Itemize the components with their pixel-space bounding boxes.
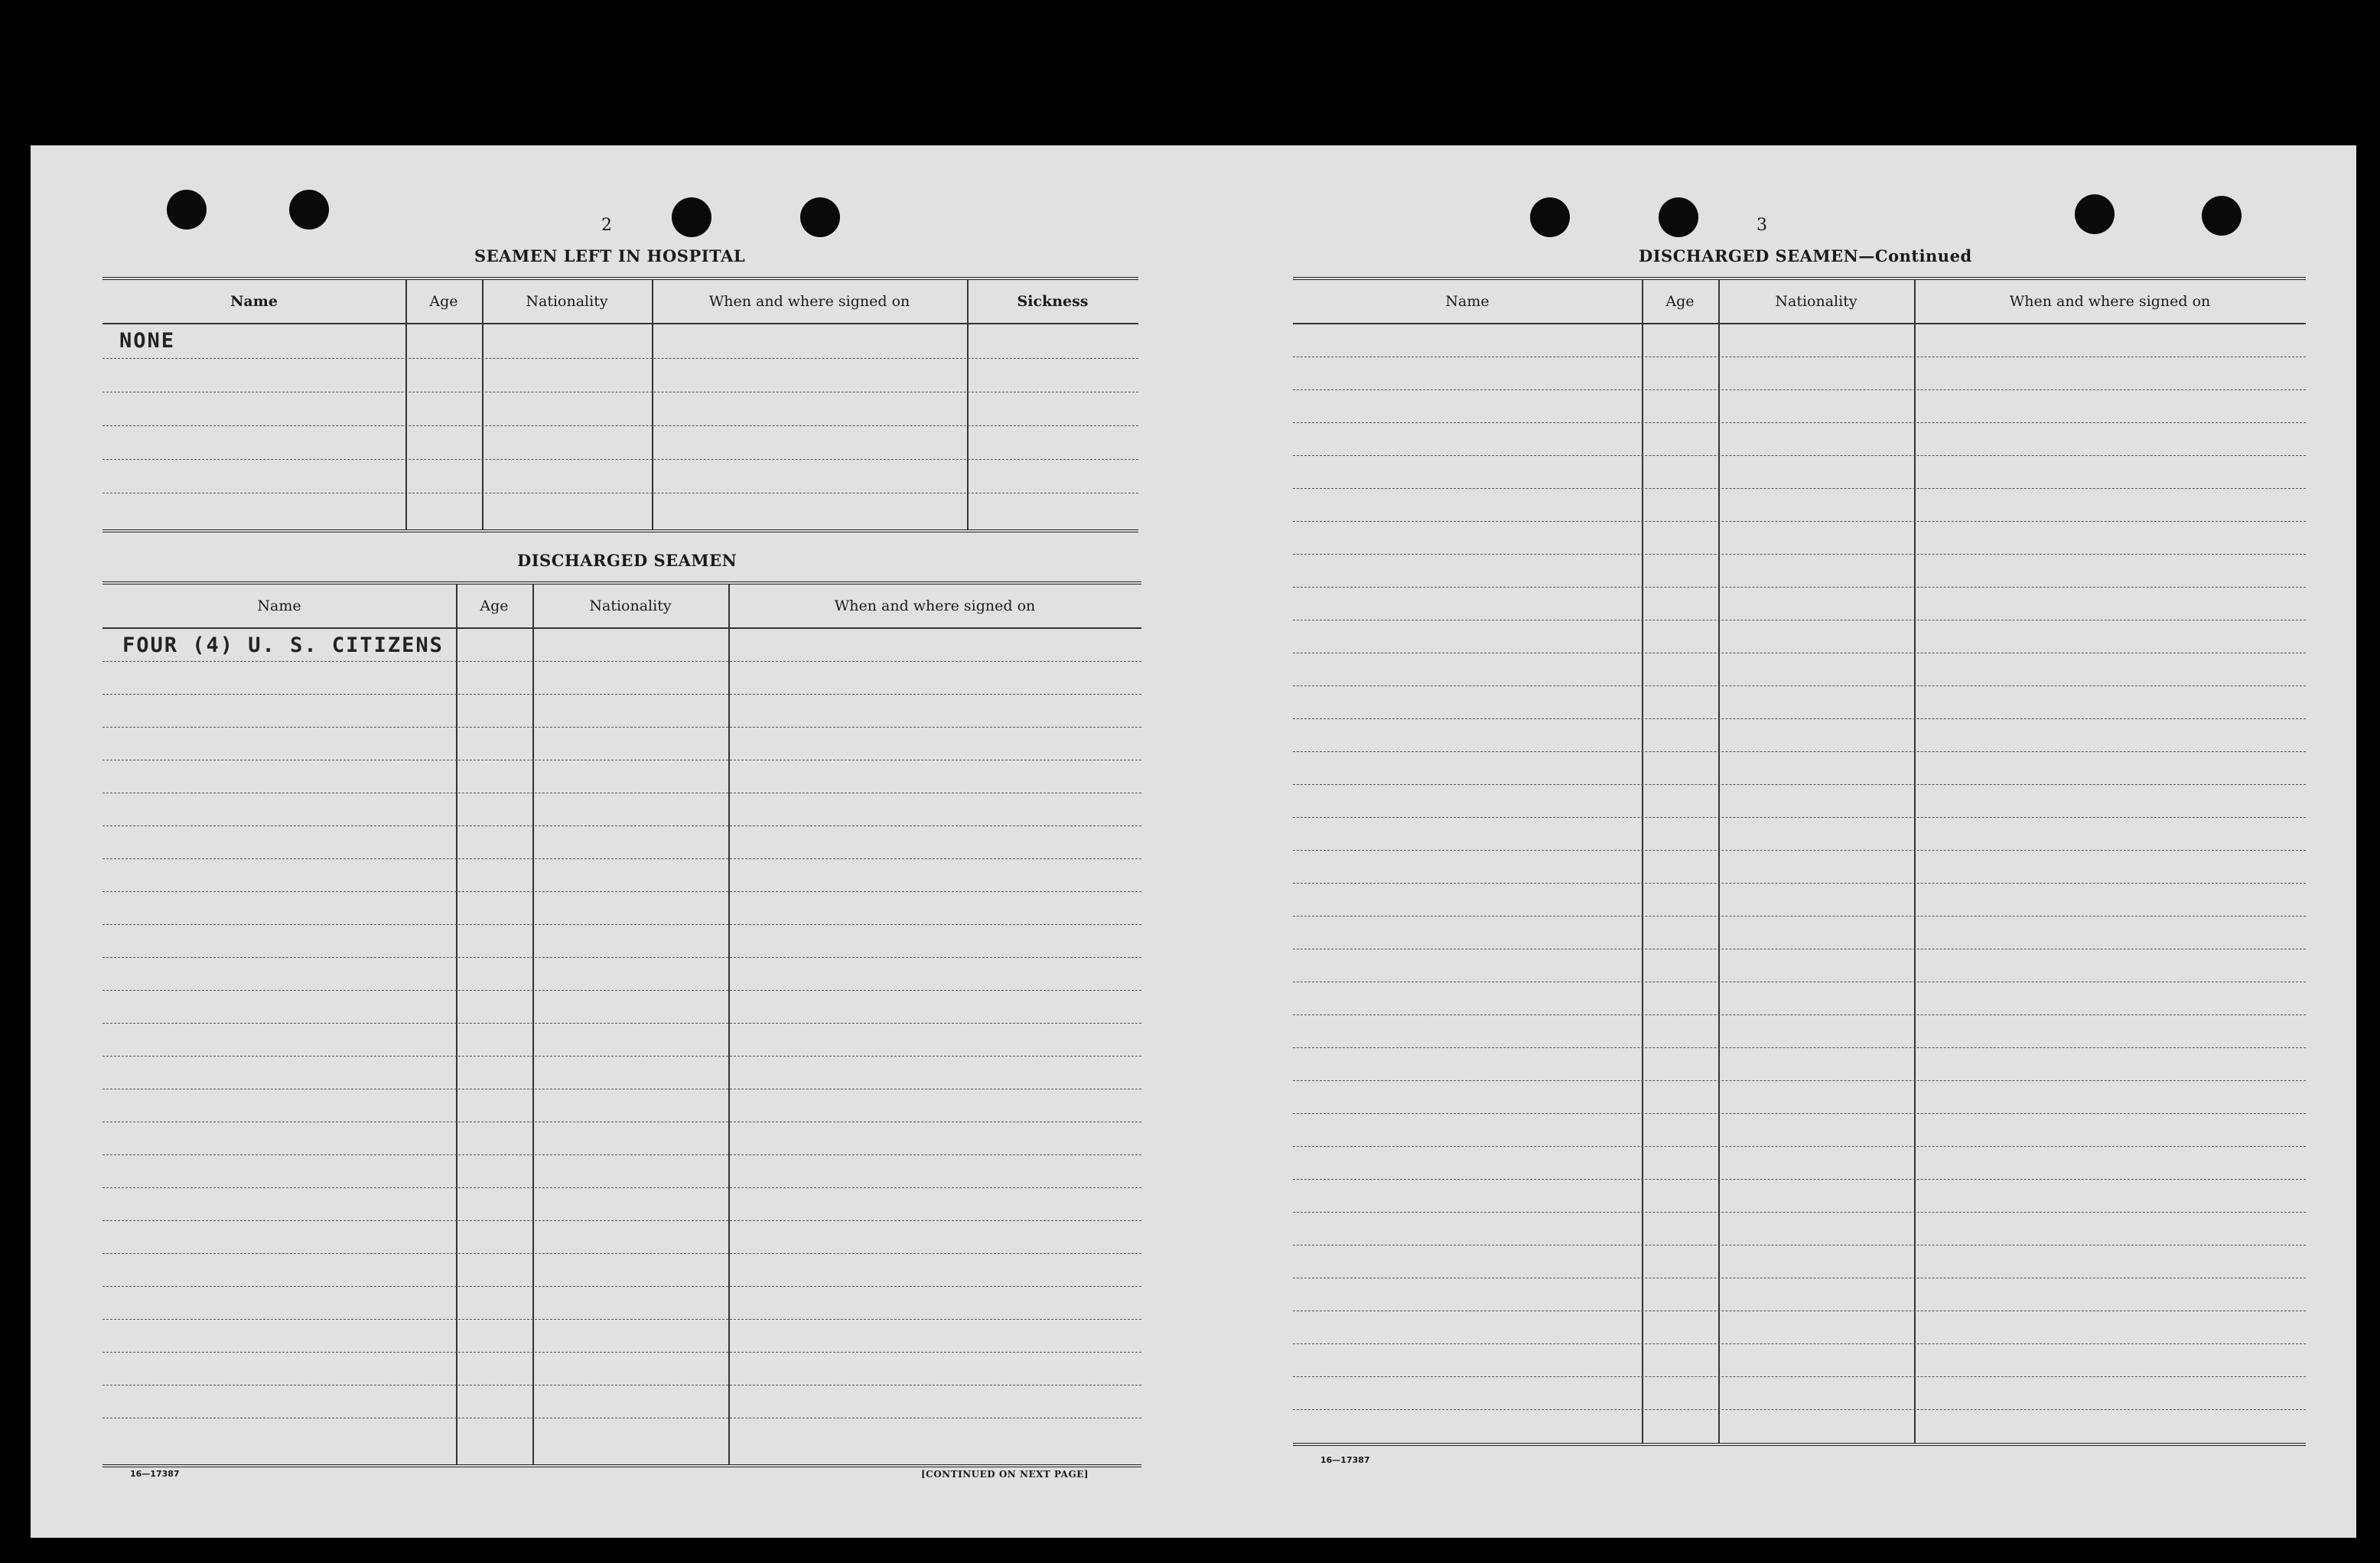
row-rule [103,825,1141,826]
row-rule [1293,1146,2306,1147]
hospital-section-title: SEAMEN LEFT IN HOSPITAL [474,246,746,265]
column-divider [532,584,534,1464]
row-rule [1293,1376,2306,1377]
row-rule [1293,554,2306,555]
punch-hole [800,197,840,237]
row-rule [1293,422,2306,423]
punch-hole [167,190,207,230]
form-sheet [31,145,2356,1538]
hospital-table-header [103,280,1138,324]
row-rule [103,858,1141,859]
row-rule [103,891,1141,892]
column-header-signed-on: When and where signed on [2009,293,2211,310]
discharged-table-header [103,584,1141,629]
row-rule [103,1187,1141,1188]
row-rule [103,1286,1141,1287]
column-header-signed-on: When and where signed on [834,598,1036,614]
row-rule [1293,587,2306,588]
punch-hole [1659,197,1698,237]
row-rule [103,1220,1141,1221]
row-rule [1293,1409,2306,1410]
row-rule [1293,1212,2306,1213]
column-header-nationality: Nationality [589,598,672,614]
column-header-name: Name [230,293,278,310]
column-header-name: Name [1445,293,1490,310]
column-header-sickness: Sickness [1017,293,1089,310]
row-rule [1293,751,2306,752]
form-code: 16—17387 [1320,1455,1370,1465]
row-rule [1293,916,2306,917]
row-rule [103,459,1138,460]
row-rule [1293,1014,2306,1015]
row-rule [1293,488,2306,489]
row-rule [1293,1245,2306,1246]
discharged-section-title: DISCHARGED SEAMEN [517,551,737,570]
row-rule [103,1319,1141,1320]
row-rule [1293,1047,2306,1048]
row-rule [1293,817,2306,818]
punch-hole [2075,194,2115,234]
row-rule [103,358,1138,359]
column-header-age: Age [429,293,458,310]
row-rule [103,957,1141,958]
punch-hole [2202,196,2242,236]
row-rule [1293,718,2306,719]
hospital-entry: NONE [119,329,176,353]
punch-hole [672,197,711,237]
column-header-age: Age [480,598,509,614]
discharged-continued-header [1293,280,2306,324]
row-rule [1293,784,2306,785]
row-rule [1293,1343,2306,1344]
discharged-entry: FOUR (4) U. S. CITIZENS [122,633,444,657]
row-rule [1293,685,2306,686]
row-rule [103,1154,1141,1155]
discharged-continued-title: DISCHARGED SEAMEN—Continued [1639,246,1972,265]
discharged-continued-table [1293,277,2306,1446]
row-rule [1293,389,2306,390]
row-rule [1293,1080,2306,1081]
hospital-table [103,277,1138,532]
discharged-table [103,581,1141,1467]
row-rule [103,1385,1141,1386]
column-header-age: Age [1665,293,1695,310]
form-code: 16—17387 [130,1469,180,1479]
right-page [1193,145,2356,1538]
row-rule [103,1253,1141,1254]
row-rule [103,661,1141,662]
column-divider [1914,280,1916,1443]
row-rule [103,1056,1141,1057]
row-rule [103,694,1141,695]
column-divider [1718,280,1720,1443]
column-header-nationality: Nationality [1775,293,1857,310]
column-header-name: Name [257,598,301,614]
punch-hole [289,190,329,230]
row-rule [103,1023,1141,1024]
continued-note: [CONTINUED ON NEXT PAGE] [921,1469,1089,1480]
row-rule [1293,1113,2306,1114]
row-rule [103,924,1141,925]
left-page [31,145,1193,1538]
row-rule [103,425,1138,426]
row-rule [1293,521,2306,522]
row-rule [1293,455,2306,456]
row-rule [103,990,1141,991]
row-rule [103,1352,1141,1353]
row-rule [1293,1179,2306,1180]
punch-hole [1530,197,1570,237]
row-rule [1293,883,2306,884]
column-divider [1642,280,1643,1443]
row-rule [1293,850,2306,851]
row-rule [103,727,1141,728]
column-divider [456,584,457,1464]
page-number: 2 [601,216,612,235]
column-header-signed-on: When and where signed on [708,293,910,310]
column-divider [728,584,730,1464]
page-number: 3 [1757,216,1767,235]
column-header-nationality: Nationality [526,293,608,310]
